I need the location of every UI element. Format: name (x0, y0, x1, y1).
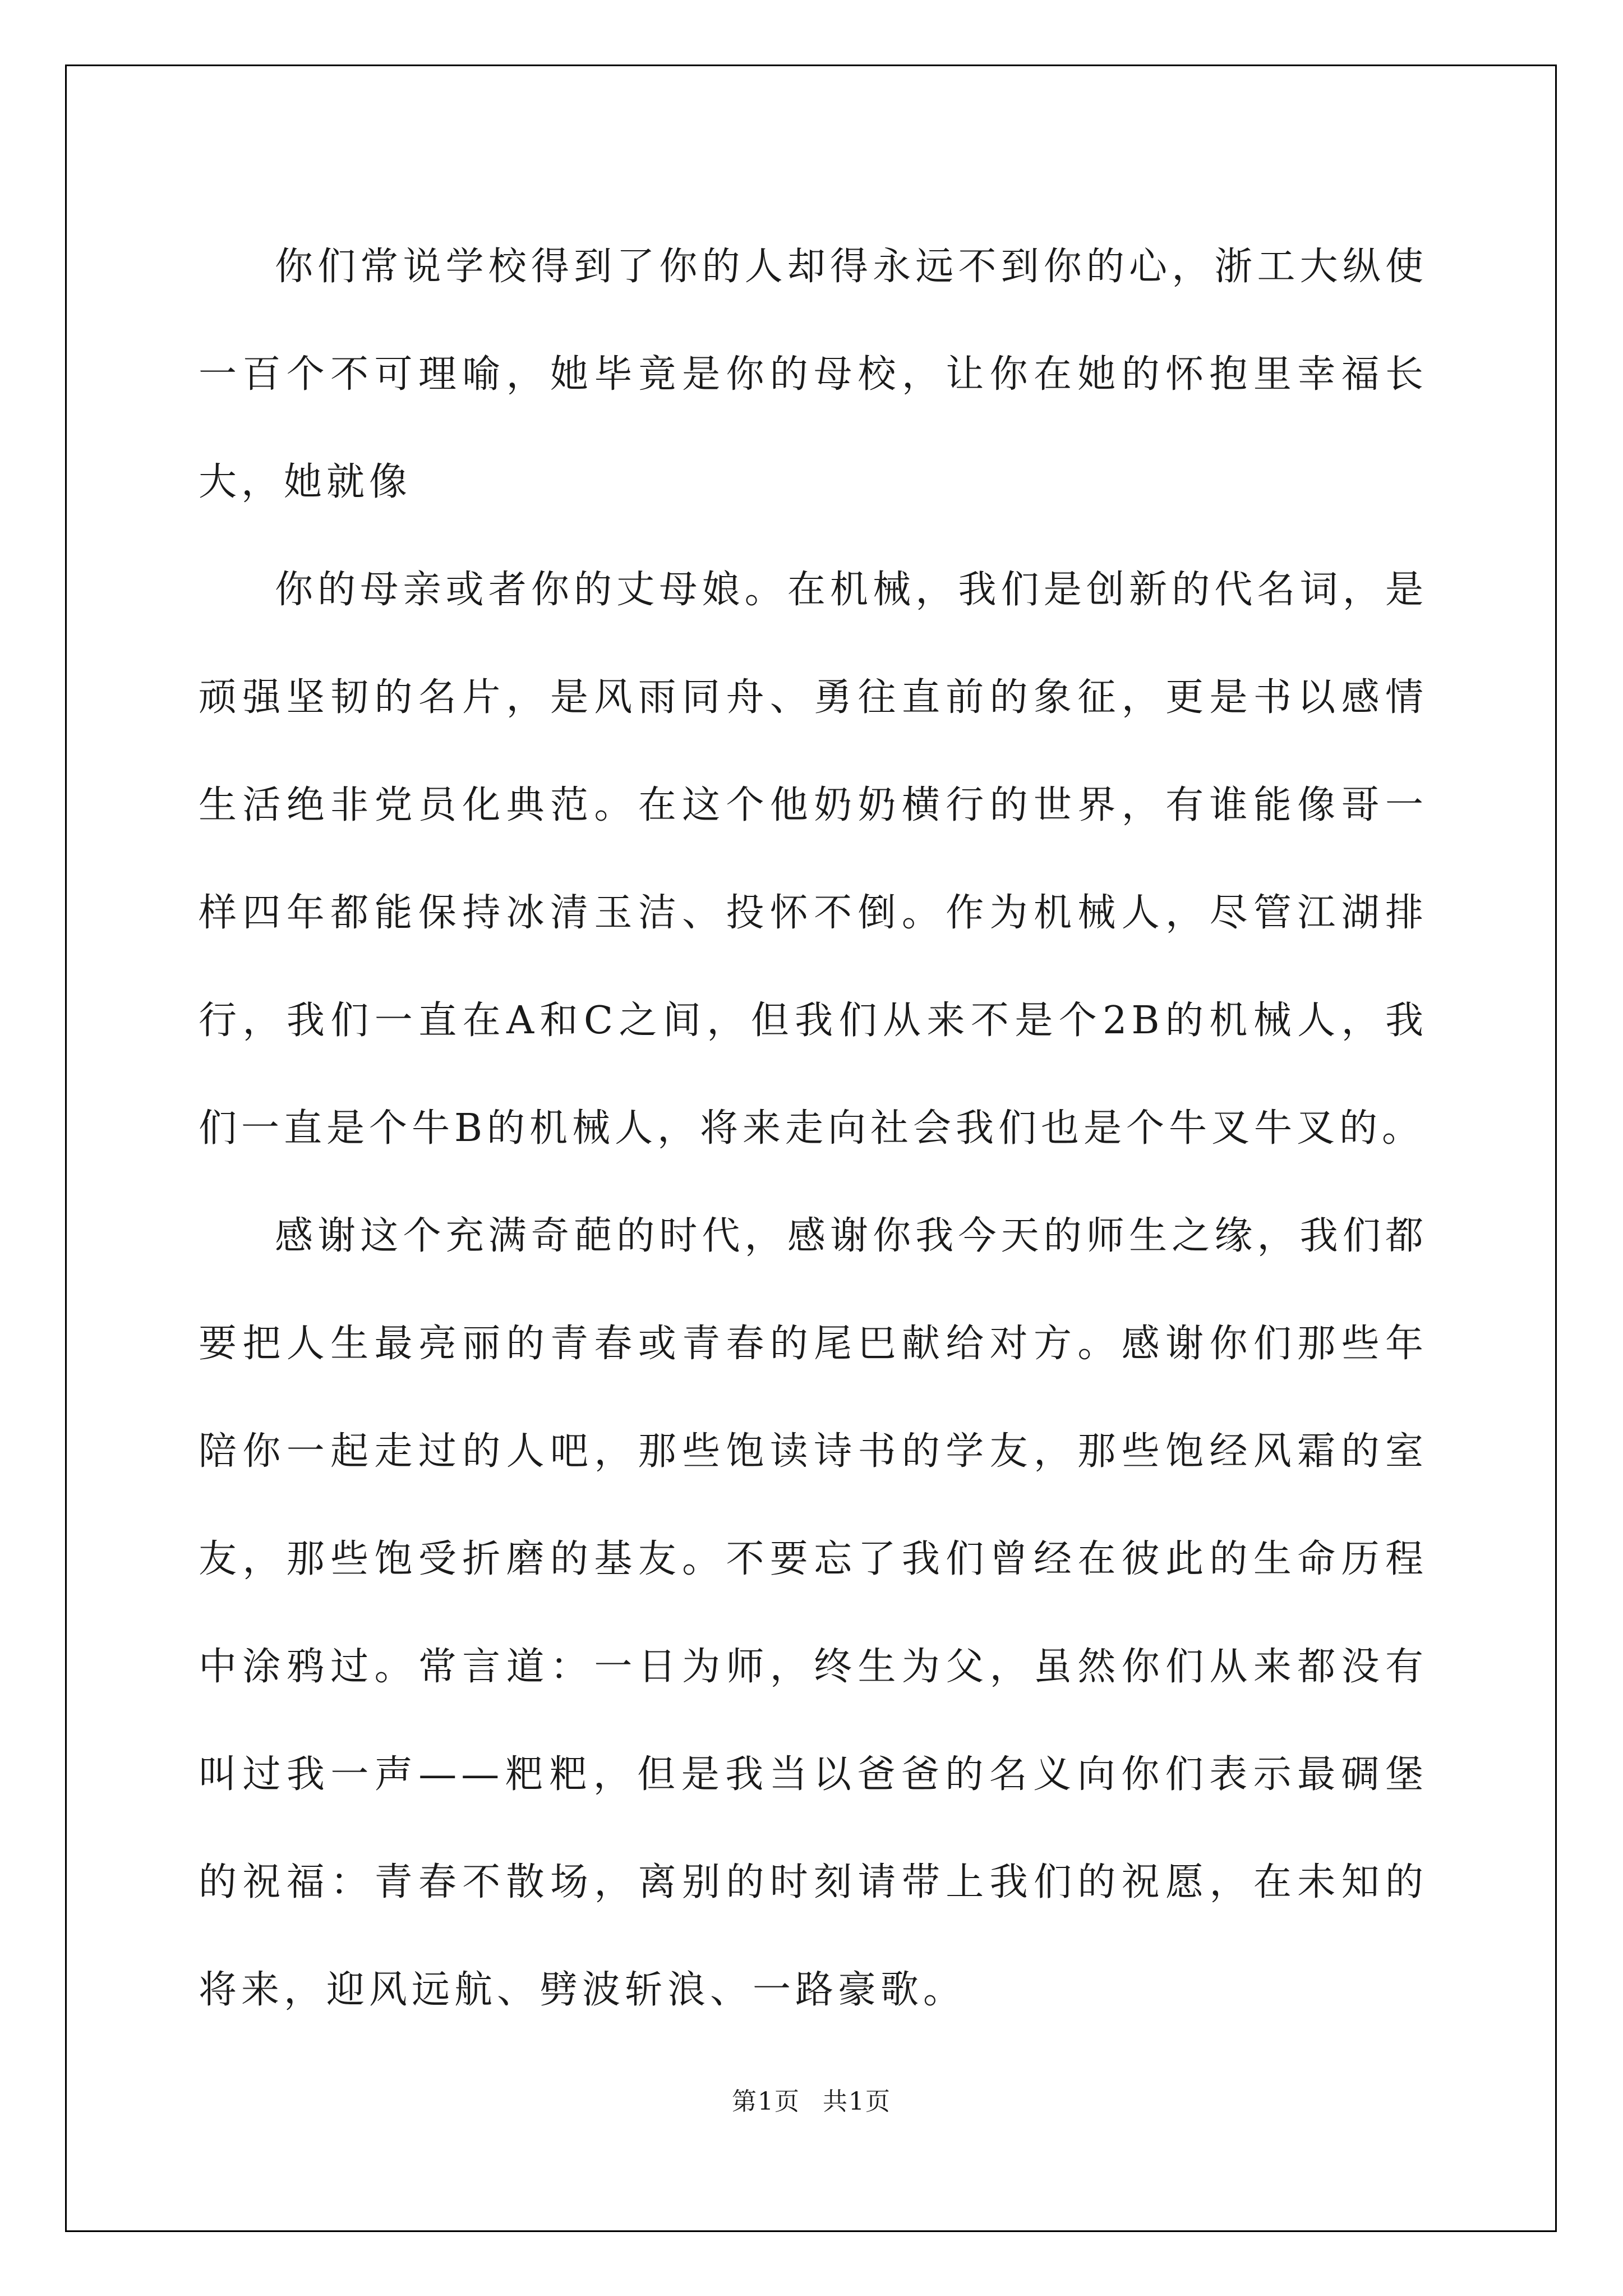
document-body (199, 213, 1428, 2044)
page-count: 共1页 (823, 2087, 891, 2116)
paragraph-3: 感谢这个充满奇葩的时代，感谢你我今天的师生之缘，我们都要把人生最亮丽的青春或青春的尾巴献给对方。感谢你们那些年陪你一起走过的人吧，那些饱读诗书的学友，那些饱经风霜的室友，那些饱受折磨的基友。不要忘了我们曾经在彼此的生命历程中涂鸦过。常言道：一日为师，终生为父，虽然你们从来都没有叫过我一声——粑粑，但是我当以爸爸的名义向你们表示最碉堡的祝福：青春不散场，离别的时刻请带上我们的祝愿，在未知的将来，迎风远航、劈波斩浪、一路豪歌。 (199, 1214, 1428, 2012)
paragraph-1: 你们常说学校得到了你的人却得永远不到你的心，浙工大纵使一百个不可理喻，她毕竟是你的母校，让你在她的怀抱里幸福长大，她就像 (199, 245, 1428, 504)
page-footer (0, 2081, 1623, 2117)
page-number: 第1页 (732, 2087, 800, 2116)
paragraph-2: 你的母亲或者你的丈母娘。在机械，我们是创新的代名词，是顽强坚韧的名片，是风雨同舟、勇往直前的象征，更是书以感情生活绝非党员化典范。在这个他奶奶横行的世界，有谁能像哥一样四年都能保持冰清玉洁、投怀不倒。作为机械人，尽管江湖排行，我们一直在A和C之间，但我们从来不是个2B的机械人，我们一直是个牛B的机械人，将来走向社会我们也是个牛叉牛叉的。 (199, 568, 1428, 1151)
